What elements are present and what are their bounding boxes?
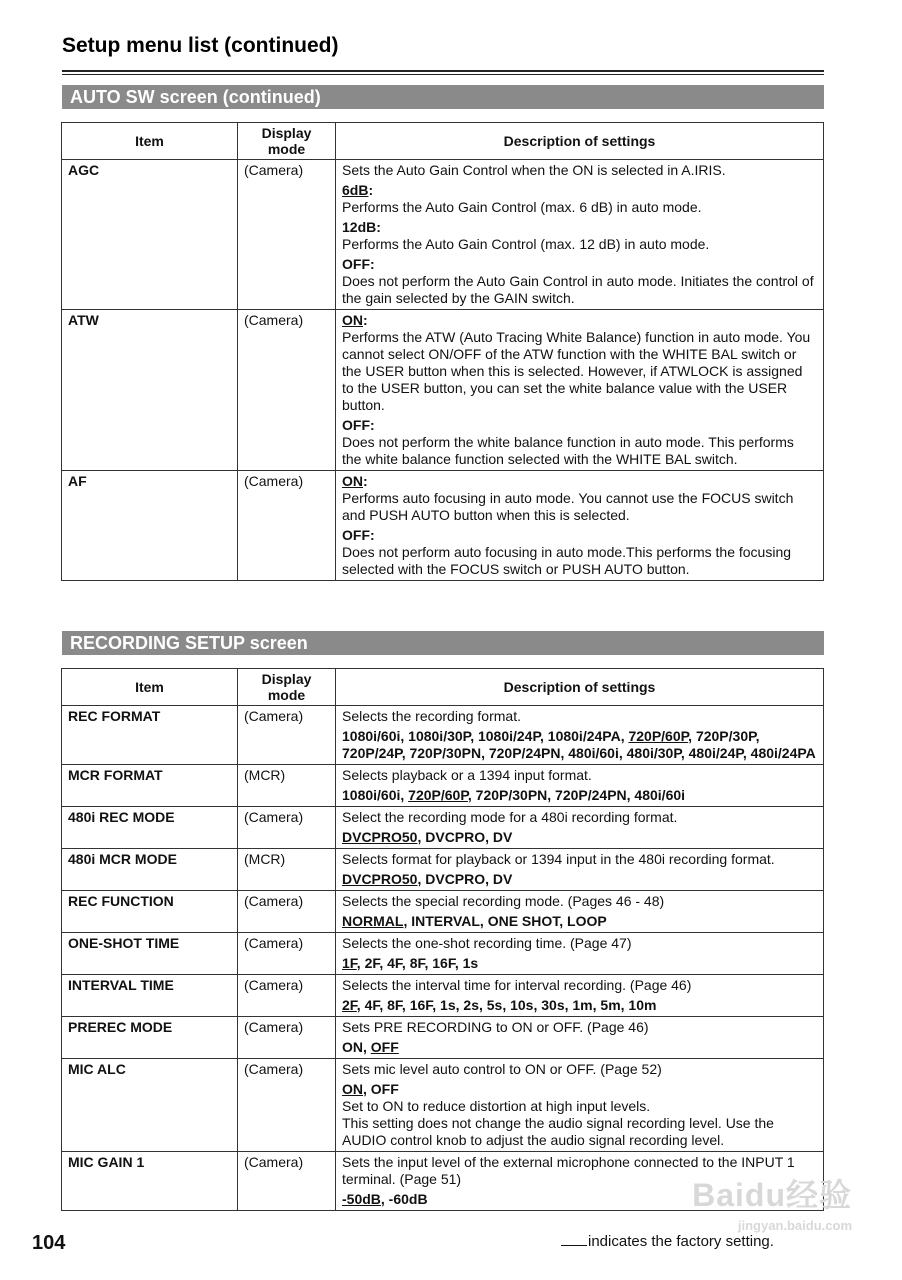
display-mode: (Camera) [238,706,336,765]
table-header-row [62,669,824,706]
item-name: 480i REC MODE [62,807,238,849]
recording-setup-table [61,668,824,1211]
option-label: OFF: [342,527,375,543]
option-text: Performs auto focusing in auto mode. You cannot use the FOCUS switch and PUSH AUTO button when this is selected. [342,490,794,523]
watermark-url: jingyan.baidu.com [737,1218,852,1233]
title-rule [62,70,824,72]
setting-note: This setting does not change the audio signal recording level. Use the AUDIO control knob to adjust the audio signal recording level. [342,1115,774,1148]
table-row-mic-alc [62,1059,824,1152]
setting-intro: Sets mic level auto control to ON or OFF. (Page 52) [342,1061,662,1077]
option-label: OFF: [342,256,375,272]
factory-default-option: 720P/60P [408,787,468,803]
description [336,471,824,581]
item-name: INTERVAL TIME [62,975,238,1017]
option-list: 1080i/60i, 720P/60P, 720P/30PN, 720P/24PN, 480i/60i [342,787,686,803]
item-name: AGC [62,160,238,310]
option-list: 1080i/60i, 1080i/30P, 1080i/24P, 1080i/24PA, 720P/60P, 720P/30P, 720P/24P, 720P/30PN, 720P/24PN, 480i/60i, 480i/30P, 480i/24P, 480i/24PA [342,728,816,761]
option-text: Performs the ATW (Auto Tracing White Balance) function in auto mode. You cannot select ON/OFF of the ATW function with the WHITE BAL switch or the USER button when this is selected. However, if ATWLOCK is assigned to the USER button, you can set the white balance value with the USER button. [342,329,811,413]
option-list: 2F, 4F, 8F, 16F, 1s, 2s, 5s, 10s, 30s, 1m, 5m, 10m [342,997,657,1013]
option-text: Does not perform the Auto Gain Control in auto mode. Initiates the control of the gain selected by the GAIN switch. [342,273,814,306]
setting-note: Set to ON to reduce distortion at high input levels. [342,1098,651,1114]
display-mode: (Camera) [238,1017,336,1059]
item-name: MIC GAIN 1 [62,1152,238,1211]
item-name: ONE-SHOT TIME [62,933,238,975]
section-heading-auto-sw: AUTO SW screen (continued) [62,85,824,109]
column-header-item: Item [62,123,238,160]
factory-default-option: ON [342,1081,363,1097]
table-row-480i-rec-mode [62,807,824,849]
factory-default-option: -50dB [342,1191,381,1207]
column-header-display-mode: Display mode [238,123,336,160]
table-row-atw [62,310,824,471]
option-text: Does not perform the white balance function in auto mode. This performs the white balance function selected with the WHITE BAL switch. [342,434,794,467]
option-label: ON: [342,473,368,489]
option-list: ON, OFF [342,1039,399,1055]
column-header-item: Item [62,669,238,706]
setting-intro: Selects the special recording mode. (Pages 46 - 48) [342,893,665,909]
display-mode: (MCR) [238,765,336,807]
column-header-display-mode: Display mode [238,669,336,706]
factory-default-option: OFF [370,1039,399,1055]
table-row-one-shot-time [62,933,824,975]
column-header-description: Description of settings [336,669,824,706]
description [336,891,824,933]
option-list: 1F, 2F, 4F, 8F, 16F, 1s [342,955,479,971]
factory-setting-note: indicates the factory setting. [561,1233,774,1250]
description [336,706,824,765]
setting-intro: Selects the one-shot recording time. (Page 47) [342,935,632,951]
display-mode: (Camera) [238,975,336,1017]
table-row-mcr-format [62,765,824,807]
option-list: NORMAL, INTERVAL, ONE SHOT, LOOP [342,913,607,929]
table-header-row [62,123,824,160]
option-list: DVCPRO50, DVCPRO, DV [342,871,513,887]
description [336,1059,824,1152]
description [336,1017,824,1059]
factory-default-option: 1F [342,955,357,971]
table-row-rec-format [62,706,824,765]
option-label: OFF: [342,417,375,433]
option-list: ON, OFF [342,1081,399,1097]
display-mode: (Camera) [238,160,336,310]
setting-intro: Selects playback or a 1394 input format. [342,767,592,783]
factory-default-option: ON [342,473,363,489]
item-name: AF [62,471,238,581]
table-row-interval-time [62,975,824,1017]
description [336,933,824,975]
setting-intro: Sets PRE RECORDING to ON or OFF. (Page 46) [342,1019,649,1035]
setting-intro: Select the recording mode for a 480i recording format. [342,809,678,825]
factory-default-option: 720P/60P [628,728,689,744]
setting-intro: Selects the interval time for interval recording. (Page 46) [342,977,692,993]
column-header-description: Description of settings [336,123,824,160]
setting-intro: Selects format for playback or 1394 input in the 480i recording format. [342,851,775,867]
factory-default-option: 6dB [342,182,369,198]
description [336,160,824,310]
setting-intro: Sets the Auto Gain Control when the ON is selected in A.IRIS. [342,162,726,178]
description [336,310,824,471]
factory-default-option: NORMAL [342,913,404,929]
title-rule-thin [62,74,824,75]
item-name: MIC ALC [62,1059,238,1152]
auto-sw-table [61,122,824,581]
display-mode: (Camera) [238,1059,336,1152]
option-text: Does not perform auto focusing in auto mode.This performs the focusing selected with the FOCUS switch or PUSH AUTO button. [342,544,792,577]
option-label: ON: [342,312,368,328]
item-name: 480i MCR MODE [62,849,238,891]
table-row-rec-function [62,891,824,933]
display-mode: (Camera) [238,891,336,933]
watermark [632,1170,852,1242]
description [336,849,824,891]
description [336,975,824,1017]
factory-default-option: DVCPRO50 [342,829,418,845]
table-row-agc [62,160,824,310]
factory-default-option: ON [342,312,363,328]
watermark-text: Baidu经验 [692,1177,852,1213]
setting-intro: Selects the recording format. [342,708,521,724]
display-mode: (MCR) [238,849,336,891]
setting-intro: Sets the input level of the external microphone connected to the INPUT 1 terminal. (Page 51) [342,1154,795,1187]
option-label: 12dB: [342,219,381,235]
display-mode: (Camera) [238,310,336,471]
option-list: -50dB, -60dB [342,1191,428,1207]
option-text: Performs the Auto Gain Control (max. 6 dB) in auto mode. [342,199,702,215]
table-row-480i-mcr-mode [62,849,824,891]
item-name: ATW [62,310,238,471]
display-mode: (Camera) [238,933,336,975]
description [336,807,824,849]
option-list: DVCPRO50, DVCPRO, DV [342,829,513,845]
page-title: Setup menu list (continued) [62,34,339,57]
display-mode: (Camera) [238,1152,336,1211]
item-name: MCR FORMAT [62,765,238,807]
table-row-af [62,471,824,581]
option-label: 6dB: [342,182,374,198]
item-name: REC FORMAT [62,706,238,765]
section-heading-recording-setup: RECORDING SETUP screen [62,631,824,655]
table-row-prerec-mode [62,1017,824,1059]
factory-default-option: DVCPRO50 [342,871,418,887]
display-mode: (Camera) [238,807,336,849]
display-mode: (Camera) [238,471,336,581]
item-name: REC FUNCTION [62,891,238,933]
option-text: Performs the Auto Gain Control (max. 12 dB) in auto mode. [342,236,710,252]
page-number: 104 [32,1232,66,1254]
underline-sample [561,1245,587,1246]
factory-default-option: 2F [342,997,357,1013]
description [336,765,824,807]
item-name: PREREC MODE [62,1017,238,1059]
